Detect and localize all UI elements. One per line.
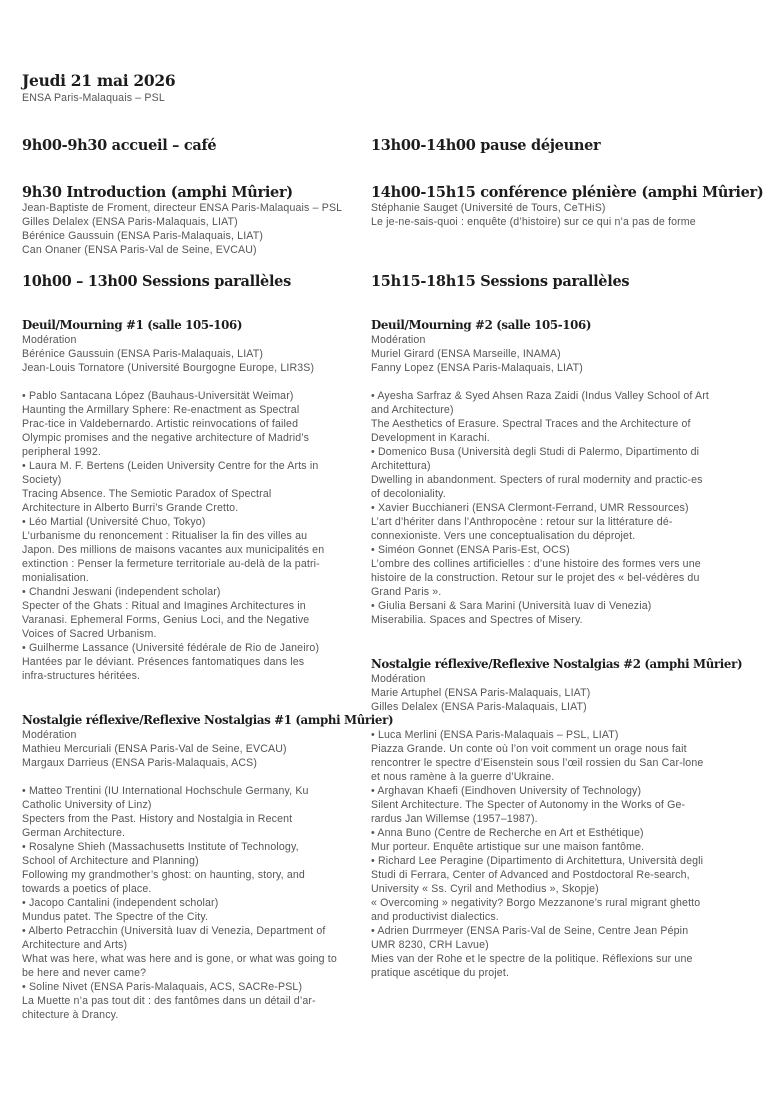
talk-title: Haunting the Armillary Sphere: Re-enactment as Spectral Prac-tice in Valdebernardo. Artistic reinvocations of failed Olympic promises and the negative architecture of Madrid’s peripheral 1992. — [22, 404, 310, 458]
talk-speaker: • Laura M. F. Bertens (Leiden University Centre for the Arts in Society) — [22, 460, 319, 486]
plenary-block — [371, 184, 764, 229]
intro-speakers — [22, 201, 362, 257]
talk-item — [371, 599, 723, 627]
talk-speaker: • Chandni Jeswani (independent scholar) — [22, 586, 221, 598]
talk-speaker: • Ayesha Sarfraz & Syed Ahsen Raza Zaidi (Indus Valley School of Art and Architecture) — [371, 390, 709, 416]
plenary-details — [371, 201, 723, 229]
session-nostalgia-2 — [371, 657, 743, 980]
intro-speaker: Can Onaner (ENSA Paris-Val de Seine, EVCAU) — [22, 244, 257, 256]
venue: ENSA Paris-Malaquais – PSL — [22, 92, 165, 104]
talk-item — [371, 728, 723, 784]
moderator: Gilles Delalex (ENSA Paris-Malaquais, LIAT) — [371, 701, 587, 713]
talk-item — [22, 924, 362, 980]
talk-speaker: • Giulia Bersani & Sara Marini (Università Iuav di Venezia) — [371, 600, 652, 612]
talk-title: The Aesthetics of Erasure. Spectral Traces and the Architecture of Development in Karachi. — [371, 418, 691, 444]
intro-heading: 9h30 Introduction (amphi Mûrier) — [22, 184, 293, 201]
talk-list — [22, 784, 362, 1022]
moderation-label: Modération — [371, 334, 426, 346]
talk-title: Dwelling in abandonment. Specters of rural modernity and practic-es of decoloniality. — [371, 474, 703, 500]
talk-title: L’art d’hériter dans l’Anthropocène : retour sur la littérature dé-connexioniste. Vers une conceptualisation du déprojet. — [371, 516, 673, 542]
moderator: Mathieu Mercuriali (ENSA Paris-Val de Seine, EVCAU) — [22, 743, 287, 755]
day-title: Jeudi 21 mai 2026 — [22, 71, 176, 90]
welcome-heading: 9h00-9h30 accueil – café — [22, 137, 217, 154]
session-title: Deuil/Mourning #2 (salle 105-106) — [371, 318, 592, 332]
talk-item — [371, 501, 723, 543]
talk-item — [22, 840, 362, 896]
talk-list — [371, 389, 723, 627]
talk-item — [371, 924, 723, 980]
talk-title: La Muette n’a pas tout dit : des fantômes dans un détail d’ar-chitecture à Drancy. — [22, 995, 316, 1021]
talk-item — [22, 980, 362, 1022]
session-nostalgia-1 — [22, 713, 394, 1022]
talk-item — [371, 854, 723, 924]
talk-title: « Overcoming » negativity? Borgo Mezzanone’s rural migrant ghetto and productivist dialectics. — [371, 897, 701, 923]
talk-speaker: • Pablo Santacana López (Bauhaus-Universität Weimar) — [22, 390, 294, 402]
moderator: Margaux Darrieus (ENSA Paris-Malaquais, ACS) — [22, 757, 258, 769]
talk-title: Miserabilia. Spaces and Spectres of Misery. — [371, 614, 583, 626]
talk-speaker: • Siméon Gonnet (ENSA Paris-Est, OCS) — [371, 544, 570, 556]
talk-list — [22, 389, 362, 683]
talk-title: What was here, what was here and is gone, or what was going to be here and never came? — [22, 953, 337, 979]
talk-speaker: • Anna Buno (Centre de Recherche en Art et Esthétique) — [371, 827, 644, 839]
moderation-label: Modération — [22, 334, 77, 346]
talk-item — [22, 389, 362, 459]
moderation-label: Modération — [22, 729, 77, 741]
talk-title: Tracing Absence. The Semiotic Paradox of Spectral Architecture in Alberto Burri’s Grande Cretto. — [22, 488, 272, 514]
talk-speaker: • Richard Lee Peragine (Dipartimento di Architettura, Università degli Studi di Ferrara, Center of Advanced and Postdoctoral Re-search, University « Ss. Cyril and Methodius », Skopje) — [371, 855, 704, 895]
moderator: Bérénice Gaussuin (ENSA Paris-Malaquais, LIAT) — [22, 348, 264, 360]
intro-speaker: Jean-Baptiste de Froment, directeur ENSA Paris-Malaquais – PSL — [22, 202, 343, 214]
session-mourning-2 — [371, 318, 723, 627]
session-moderation — [22, 728, 362, 770]
talk-speaker: • Arghavan Khaefi (Eindhoven University of Technology) — [371, 785, 642, 797]
talk-speaker: • Soline Nivet (ENSA Paris-Malaquais, ACS, SACRe-PSL) — [22, 981, 303, 993]
lunch-heading: 13h00-14h00 pause déjeuner — [371, 137, 601, 154]
talk-title: Specters from the Past. History and Nostalgia in Recent German Architecture. — [22, 813, 293, 839]
talk-speaker: • Guilherme Lassance (Université fédérale de Rio de Janeiro) — [22, 642, 320, 654]
afternoon-sessions-heading: 15h15-18h15 Sessions parallèles — [371, 273, 630, 290]
session-mourning-1 — [22, 318, 362, 683]
talk-item — [371, 389, 723, 445]
talk-item — [371, 543, 723, 599]
talk-title: Mur porteur. Enquête artistique sur une maison fantôme. — [371, 841, 645, 853]
talk-title: Following my grandmother’s ghost: on haunting, story, and towards a poetics of place. — [22, 869, 305, 895]
talk-speaker: • Adrien Durrmeyer (ENSA Paris-Val de Seine, Centre Jean Pépin UMR 8230, CRH Lavue) — [371, 925, 689, 951]
intro-speaker: Gilles Delalex (ENSA Paris-Malaquais, LIAT) — [22, 216, 238, 228]
morning-sessions-heading: 10h00 – 13h00 Sessions parallèles — [22, 273, 291, 290]
talk-item — [22, 459, 362, 515]
talk-item — [371, 826, 723, 854]
plenary-speaker: Stéphanie Sauget (Université de Tours, CeTHiS) — [371, 202, 606, 214]
session-title: Nostalgie réflexive/Reflexive Nostalgias #1 (amphi Mûrier) — [22, 713, 394, 727]
talk-item — [22, 641, 362, 683]
talk-title: Piazza Grande. Un conte où l’on voit comment un orage nous fait rencontrer le spectre d’Eisenstein sous l’œil rossien du San Car-lone et nous ramène à la guerre d’Ukraine. — [371, 743, 704, 783]
plenary-heading: 14h00-15h15 conférence plénière (amphi Mûrier) — [371, 184, 764, 201]
moderator: Fanny Lopez (ENSA Paris-Malaquais, LIAT) — [371, 362, 583, 374]
session-moderation — [371, 672, 723, 714]
talk-title: Mies van der Rohe et le spectre de la politique. Réflexions sur une pratique ascétique du projet. — [371, 953, 693, 979]
talk-title: Specter of the Ghats : Ritual and Imagines Architectures in Varanasi. Ephemeral Forms, Genius Loci, and the Negative Voices of Sacred Urbanism. — [22, 600, 310, 640]
talk-title: Mundus patet. The Spectre of the City. — [22, 911, 209, 923]
talk-speaker: • Rosalyne Shieh (Massachusetts Institute of Technology, School of Architecture and Planning) — [22, 841, 299, 867]
talk-speaker: • Jacopo Cantalini (independent scholar) — [22, 897, 219, 909]
session-moderation — [371, 333, 723, 375]
talk-speaker: • Alberto Petracchin (Università Iuav di Venezia, Department of Architecture and Arts) — [22, 925, 326, 951]
talk-item — [22, 896, 362, 924]
talk-item — [371, 784, 723, 826]
talk-item — [22, 585, 362, 641]
moderator: Muriel Girard (ENSA Marseille, INAMA) — [371, 348, 561, 360]
talk-item — [22, 515, 362, 585]
session-title: Deuil/Mourning #1 (salle 105-106) — [22, 318, 243, 332]
session-title: Nostalgie réflexive/Reflexive Nostalgias #2 (amphi Mûrier) — [371, 657, 743, 671]
talk-title: Hantées par le déviant. Présences fantomatiques dans les infra-structures héritées. — [22, 656, 305, 682]
talk-title: Silent Architecture. The Specter of Autonomy in the Works of Ge-rardus Jan Willemse (1957–1987). — [371, 799, 686, 825]
talk-item — [22, 784, 362, 840]
moderator: Marie Artuphel (ENSA Paris-Malaquais, LIAT) — [371, 687, 591, 699]
intro-speaker: Bérénice Gaussuin (ENSA Paris-Malaquais, LIAT) — [22, 230, 264, 242]
session-moderation — [22, 333, 362, 375]
talk-title: L’urbanisme du renoncement : Ritualiser la fin des villes au Japon. Des millions de maisons vacantes aux municipalités en extinction : Penser la fermeture territoriale au-delà de la patri-monialisation. — [22, 530, 325, 584]
talk-speaker: • Luca Merlini (ENSA Paris-Malaquais – PSL, LIAT) — [371, 729, 619, 741]
talk-speaker: • Domenico Busa (Università degli Studi di Palermo, Dipartimento di Architettura) — [371, 446, 700, 472]
talk-speaker: • Léo Martial (Université Chuo, Tokyo) — [22, 516, 206, 528]
moderator: Jean-Louis Tornatore (Université Bourgogne Europe, LIR3S) — [22, 362, 315, 374]
intro-block — [22, 184, 362, 257]
talk-speaker: • Matteo Trentini (IU International Hochschule Germany, Ku Catholic University of Linz) — [22, 785, 309, 811]
moderation-label: Modération — [371, 673, 426, 685]
talk-title: L’ombre des collines artificielles : d’une histoire des formes vers une histoire de la construction. Retour sur le projet des « bel-védères du Grand Paris ». — [371, 558, 701, 598]
plenary-talk-title: Le je-ne-sais-quoi : enquête (d’histoire) sur ce qui n’a pas de forme — [371, 216, 696, 228]
talk-list — [371, 728, 723, 980]
talk-item — [371, 445, 723, 501]
talk-speaker: • Xavier Bucchianeri (ENSA Clermont-Ferrand, UMR Ressources) — [371, 502, 689, 514]
